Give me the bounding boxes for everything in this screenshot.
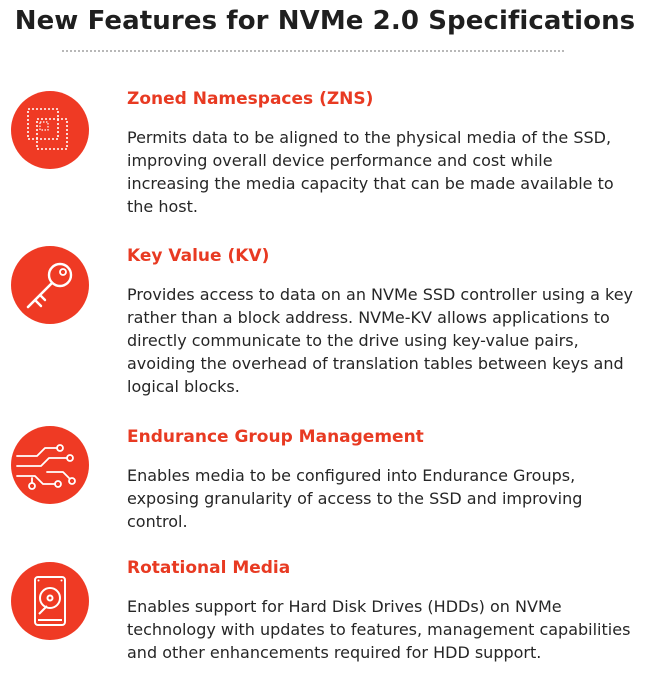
feature-title: Zoned Namespaces (ZNS) [127, 89, 374, 109]
page-title: New Features for NVMe 2.0 Specifications [14, 6, 636, 36]
hard-drive-icon [11, 562, 89, 640]
feature-description: Provides access to data on an NVMe SSD controller using a key rather than a block address. NVMe-KV allows applications to directly communicate to the drive using key-value pairs, avoiding the overhead of translation tables between keys and logical blocks. [127, 285, 634, 396]
feature-description: Enables support for Hard Disk Drives (HDDs) on NVMe technology with updates to features, management capabilities and other enhancements required for HDD support. [127, 597, 631, 662]
feature-title: Endurance Group Management [127, 427, 424, 447]
feature-description: Enables media to be configured into Endurance Groups, exposing granularity of access to the SSD and improving control. [127, 466, 583, 531]
circuit-icon [11, 426, 89, 504]
feature-description: Permits data to be aligned to the physical media of the SSD, improving overall device performance and cost while increasing the media capacity that can be made available to the host. [127, 128, 614, 216]
key-icon [11, 246, 89, 324]
feature-title: Rotational Media [127, 558, 291, 578]
title-divider [62, 50, 564, 52]
feature-title: Key Value (KV) [127, 246, 270, 266]
zoned-namespace-icon [11, 91, 89, 169]
